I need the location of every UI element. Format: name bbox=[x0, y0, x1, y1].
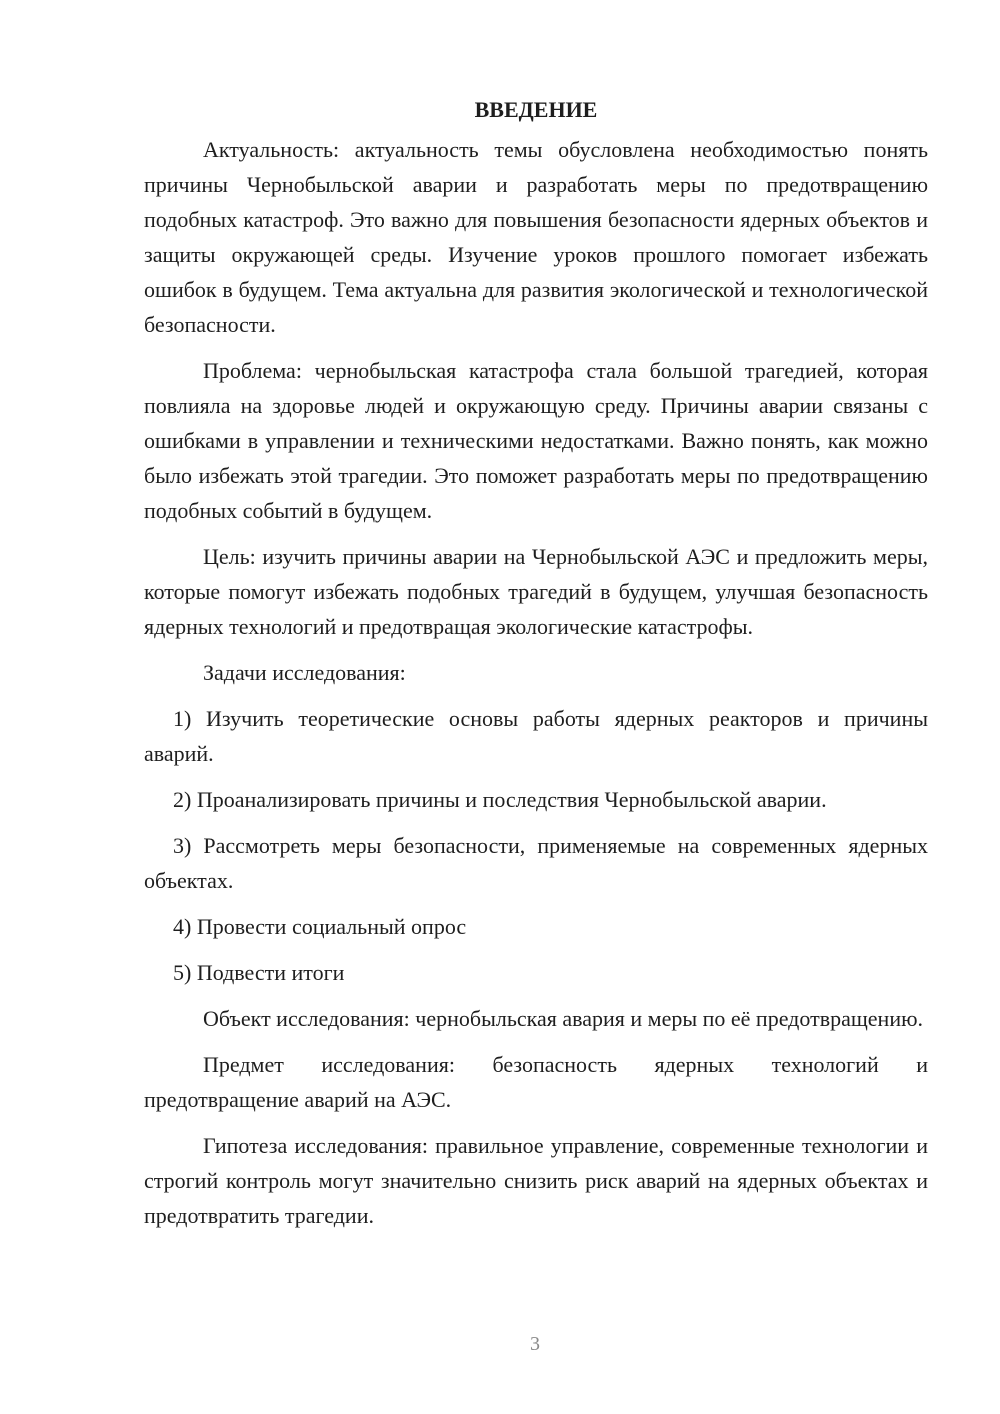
task-item-1: 1) Изучить теоретические основы работы ядерных реакторов и причины аварий. bbox=[144, 706, 928, 766]
document-page bbox=[144, 92, 928, 1233]
page-number: 3 bbox=[530, 1333, 540, 1355]
task-item-2: 2) Проанализировать причины и последствия Чернобыльской аварии. bbox=[173, 787, 827, 812]
goal-paragraph: Цель: изучить причины аварии на Чернобыльской АЭС и предложить меры, которые помогут избежать подобных трагедий в будущем, улучшая безопасность ядерных технологий и предотвращая экологические катастрофы. bbox=[144, 544, 928, 639]
section-title: ВВЕДЕНИЕ bbox=[474, 97, 598, 122]
object-paragraph: Объект исследования: чернобыльская авария и меры по её предотвращению. bbox=[203, 1006, 924, 1031]
task-item-4: 4) Провести социальный опрос bbox=[173, 914, 467, 939]
problem-paragraph: Проблема: чернобыльская катастрофа стала большой трагедией, которая повлияла на здоровье людей и окружающую среду. Причины аварии связаны с ошибками в управлении и техническими недостатками. Важно понять, как можно было избежать этой трагедии. Это поможет разработать меры по предотвращению подобных событий в будущем. bbox=[144, 358, 928, 523]
subject-paragraph: Предмет исследования: безопасность ядерных технологий и предотвращение аварий на АЭС. bbox=[144, 1052, 928, 1112]
tasks-list bbox=[144, 701, 928, 990]
task-item-5: 5) Подвести итоги bbox=[173, 960, 345, 985]
hypothesis-paragraph: Гипотеза исследования: правильное управление, современные технологии и строгий контроль могут значительно снизить риск аварий на ядерных объектах и предотвратить трагедии. bbox=[144, 1133, 928, 1228]
tasks-heading: Задачи исследования: bbox=[203, 660, 406, 685]
task-item-3: 3) Рассмотреть меры безопасности, применяемые на современных ядерных объектах. bbox=[144, 833, 928, 893]
relevance-paragraph: Актуальность: актуальность темы обусловлена необходимостью понять причины Чернобыльской аварии и разработать меры по предотвращению подобных катастроф. Это важно для повышения безопасности ядерных объектов и защиты окружающей среды. Изучение уроков прошлого помогает избежать ошибок в будущем. Тема актуальна для развития экологической и технологической безопасности. bbox=[144, 137, 928, 337]
